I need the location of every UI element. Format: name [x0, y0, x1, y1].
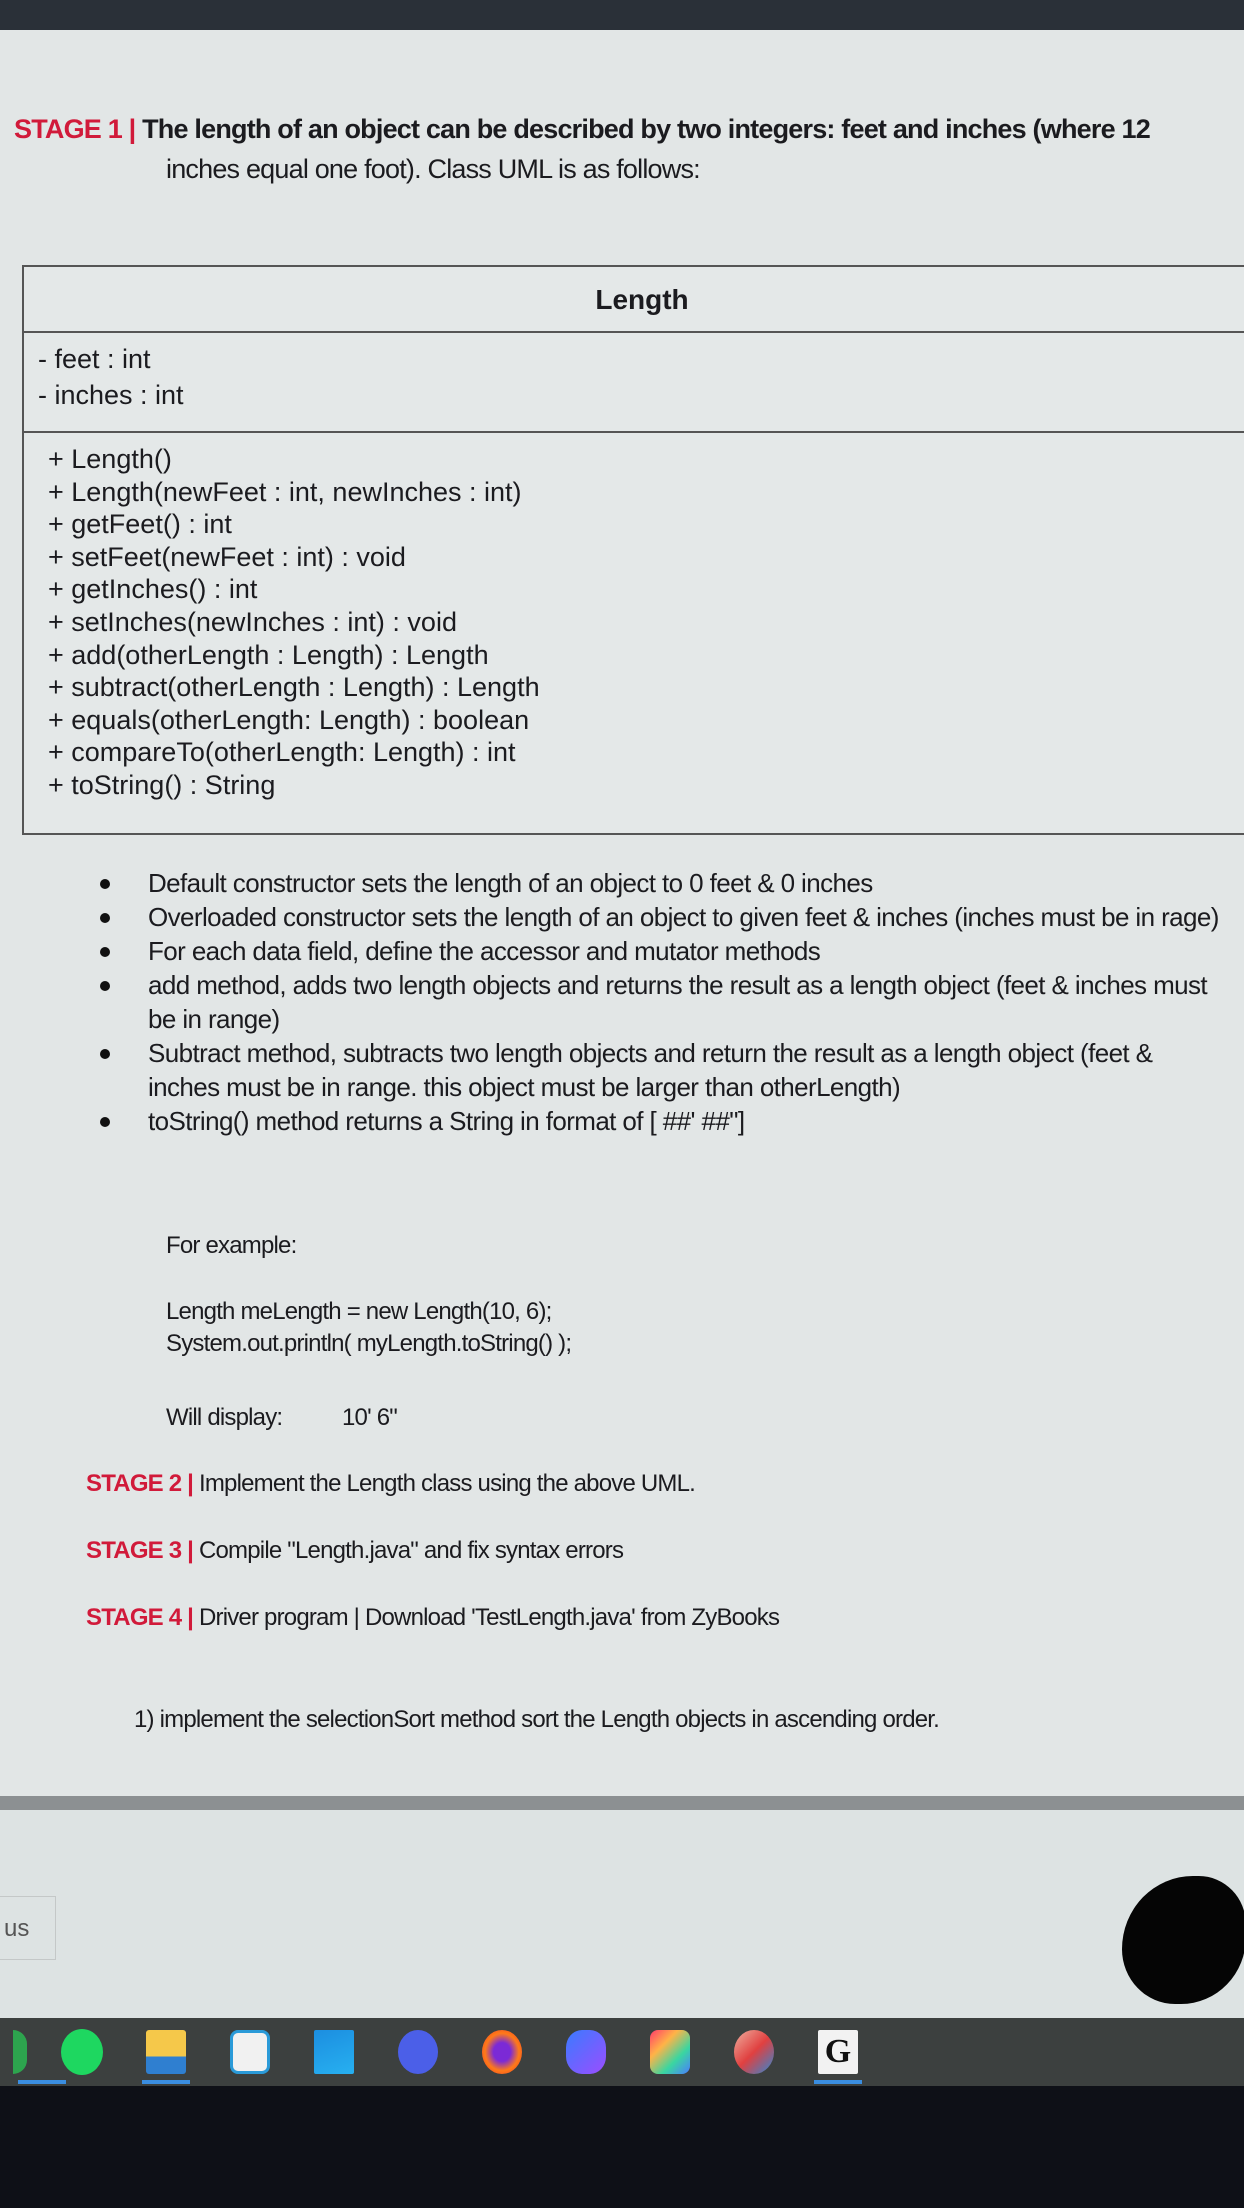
creative-cloud-icon[interactable] [628, 2018, 712, 2086]
mail-icon[interactable] [292, 2018, 376, 2086]
taskbar [0, 2018, 1244, 2086]
uml-attribute: - feet : int [38, 344, 151, 374]
stage4-body: Driver program | Download 'TestLength.java' from ZyBooks [198, 1604, 780, 1631]
g-app-label: G [818, 2030, 858, 2074]
uml-method: + setFeet(newFeet : int) : void [48, 541, 406, 572]
list-item: Subtract method, subtracts two length objects and return the result as a length object (feet & inches must be in range. this object must be larger than otherLength) [100, 1036, 1220, 1104]
stage2-body: Implement the Length class using the above UML. [198, 1470, 696, 1497]
file-explorer-icon[interactable] [124, 2018, 208, 2086]
top-bezel [0, 0, 1244, 30]
page-separator [0, 1796, 1244, 1810]
stage2-label: STAGE 2 | [86, 1470, 194, 1497]
store-icon[interactable] [208, 2018, 292, 2086]
example-code-line1: Length meLength = new Length(10, 6); [166, 1298, 552, 1325]
uml-method: + add(otherLength : Length) : Length [48, 639, 489, 670]
list-item: toString() method returns a String in format of [ ##' ##"] [100, 1104, 1220, 1138]
uml-class-name: Length [24, 267, 1244, 333]
stage4-label: STAGE 4 | [86, 1604, 194, 1631]
task-item-1: 1) implement the selectionSort method sort the Length objects in ascending order. [134, 1706, 940, 1733]
list-item: add method, adds two length objects and returns the result as a length object (feet & inches must be in range) [100, 968, 1220, 1036]
uml-method: + getInches() : int [48, 574, 258, 605]
uml-method: + Length() [48, 444, 172, 474]
uml-method: + setInches(newInches : int) : void [48, 606, 457, 637]
spotify-icon[interactable] [40, 2018, 124, 2086]
list-item: Default constructor sets the length of an object to 0 feet & 0 inches [100, 866, 1220, 900]
g-app-icon[interactable] [796, 2018, 880, 2086]
uml-method: + compareTo(otherLength: Length) : int [48, 737, 516, 768]
stage2-text [86, 1470, 695, 1498]
list-item: Overloaded constructor sets the length of an object to given feet & inches (inches must be in rage) [100, 900, 1220, 934]
list-item: For each data field, define the accessor and mutator methods [100, 934, 1220, 968]
taskbar-partial-icon[interactable] [0, 2018, 40, 2086]
uml-method: + getFeet() : int [48, 509, 232, 540]
stage1-heading [14, 114, 1150, 145]
app-icon[interactable] [544, 2018, 628, 2086]
uml-method: + equals(otherLength: Length) : boolean [48, 704, 530, 735]
uml-attribute: - inches : int [38, 380, 184, 410]
stage3-body: Compile "Length.java" and fix syntax errors [198, 1537, 624, 1564]
uml-method: + toString() : String [48, 769, 276, 800]
uml-method: + Length(newFeet : int, newInches : int) [48, 476, 522, 507]
example-label: For example: [166, 1232, 297, 1259]
example-code-line2: System.out.println( myLength.toString() ); [166, 1330, 572, 1357]
previous-button[interactable]: us [0, 1896, 56, 1960]
stage1-line1: The length of an object can be described by two integers: feet and inches (where 12 [142, 114, 1150, 144]
stage3-text [86, 1537, 623, 1565]
requirements-list [100, 866, 1220, 1138]
uml-method: + subtract(otherLength : Length) : Length [48, 672, 540, 703]
app2-icon[interactable] [712, 2018, 796, 2086]
stage4-text [86, 1604, 779, 1632]
uml-class-diagram [22, 265, 1244, 835]
stage1-line2: inches equal one foot). Class UML is as follows: [166, 154, 700, 184]
lower-page-area [0, 1810, 1244, 2018]
stage3-label: STAGE 3 | [86, 1537, 194, 1564]
discord-icon[interactable] [376, 2018, 460, 2086]
firefox-icon[interactable] [460, 2018, 544, 2086]
will-display-value: 10' 6" [342, 1404, 398, 1431]
stage1-label: STAGE 1 | [14, 114, 136, 144]
will-display-label: Will display: [166, 1404, 283, 1431]
uml-methods [24, 433, 1244, 812]
uml-attributes [24, 333, 1244, 433]
